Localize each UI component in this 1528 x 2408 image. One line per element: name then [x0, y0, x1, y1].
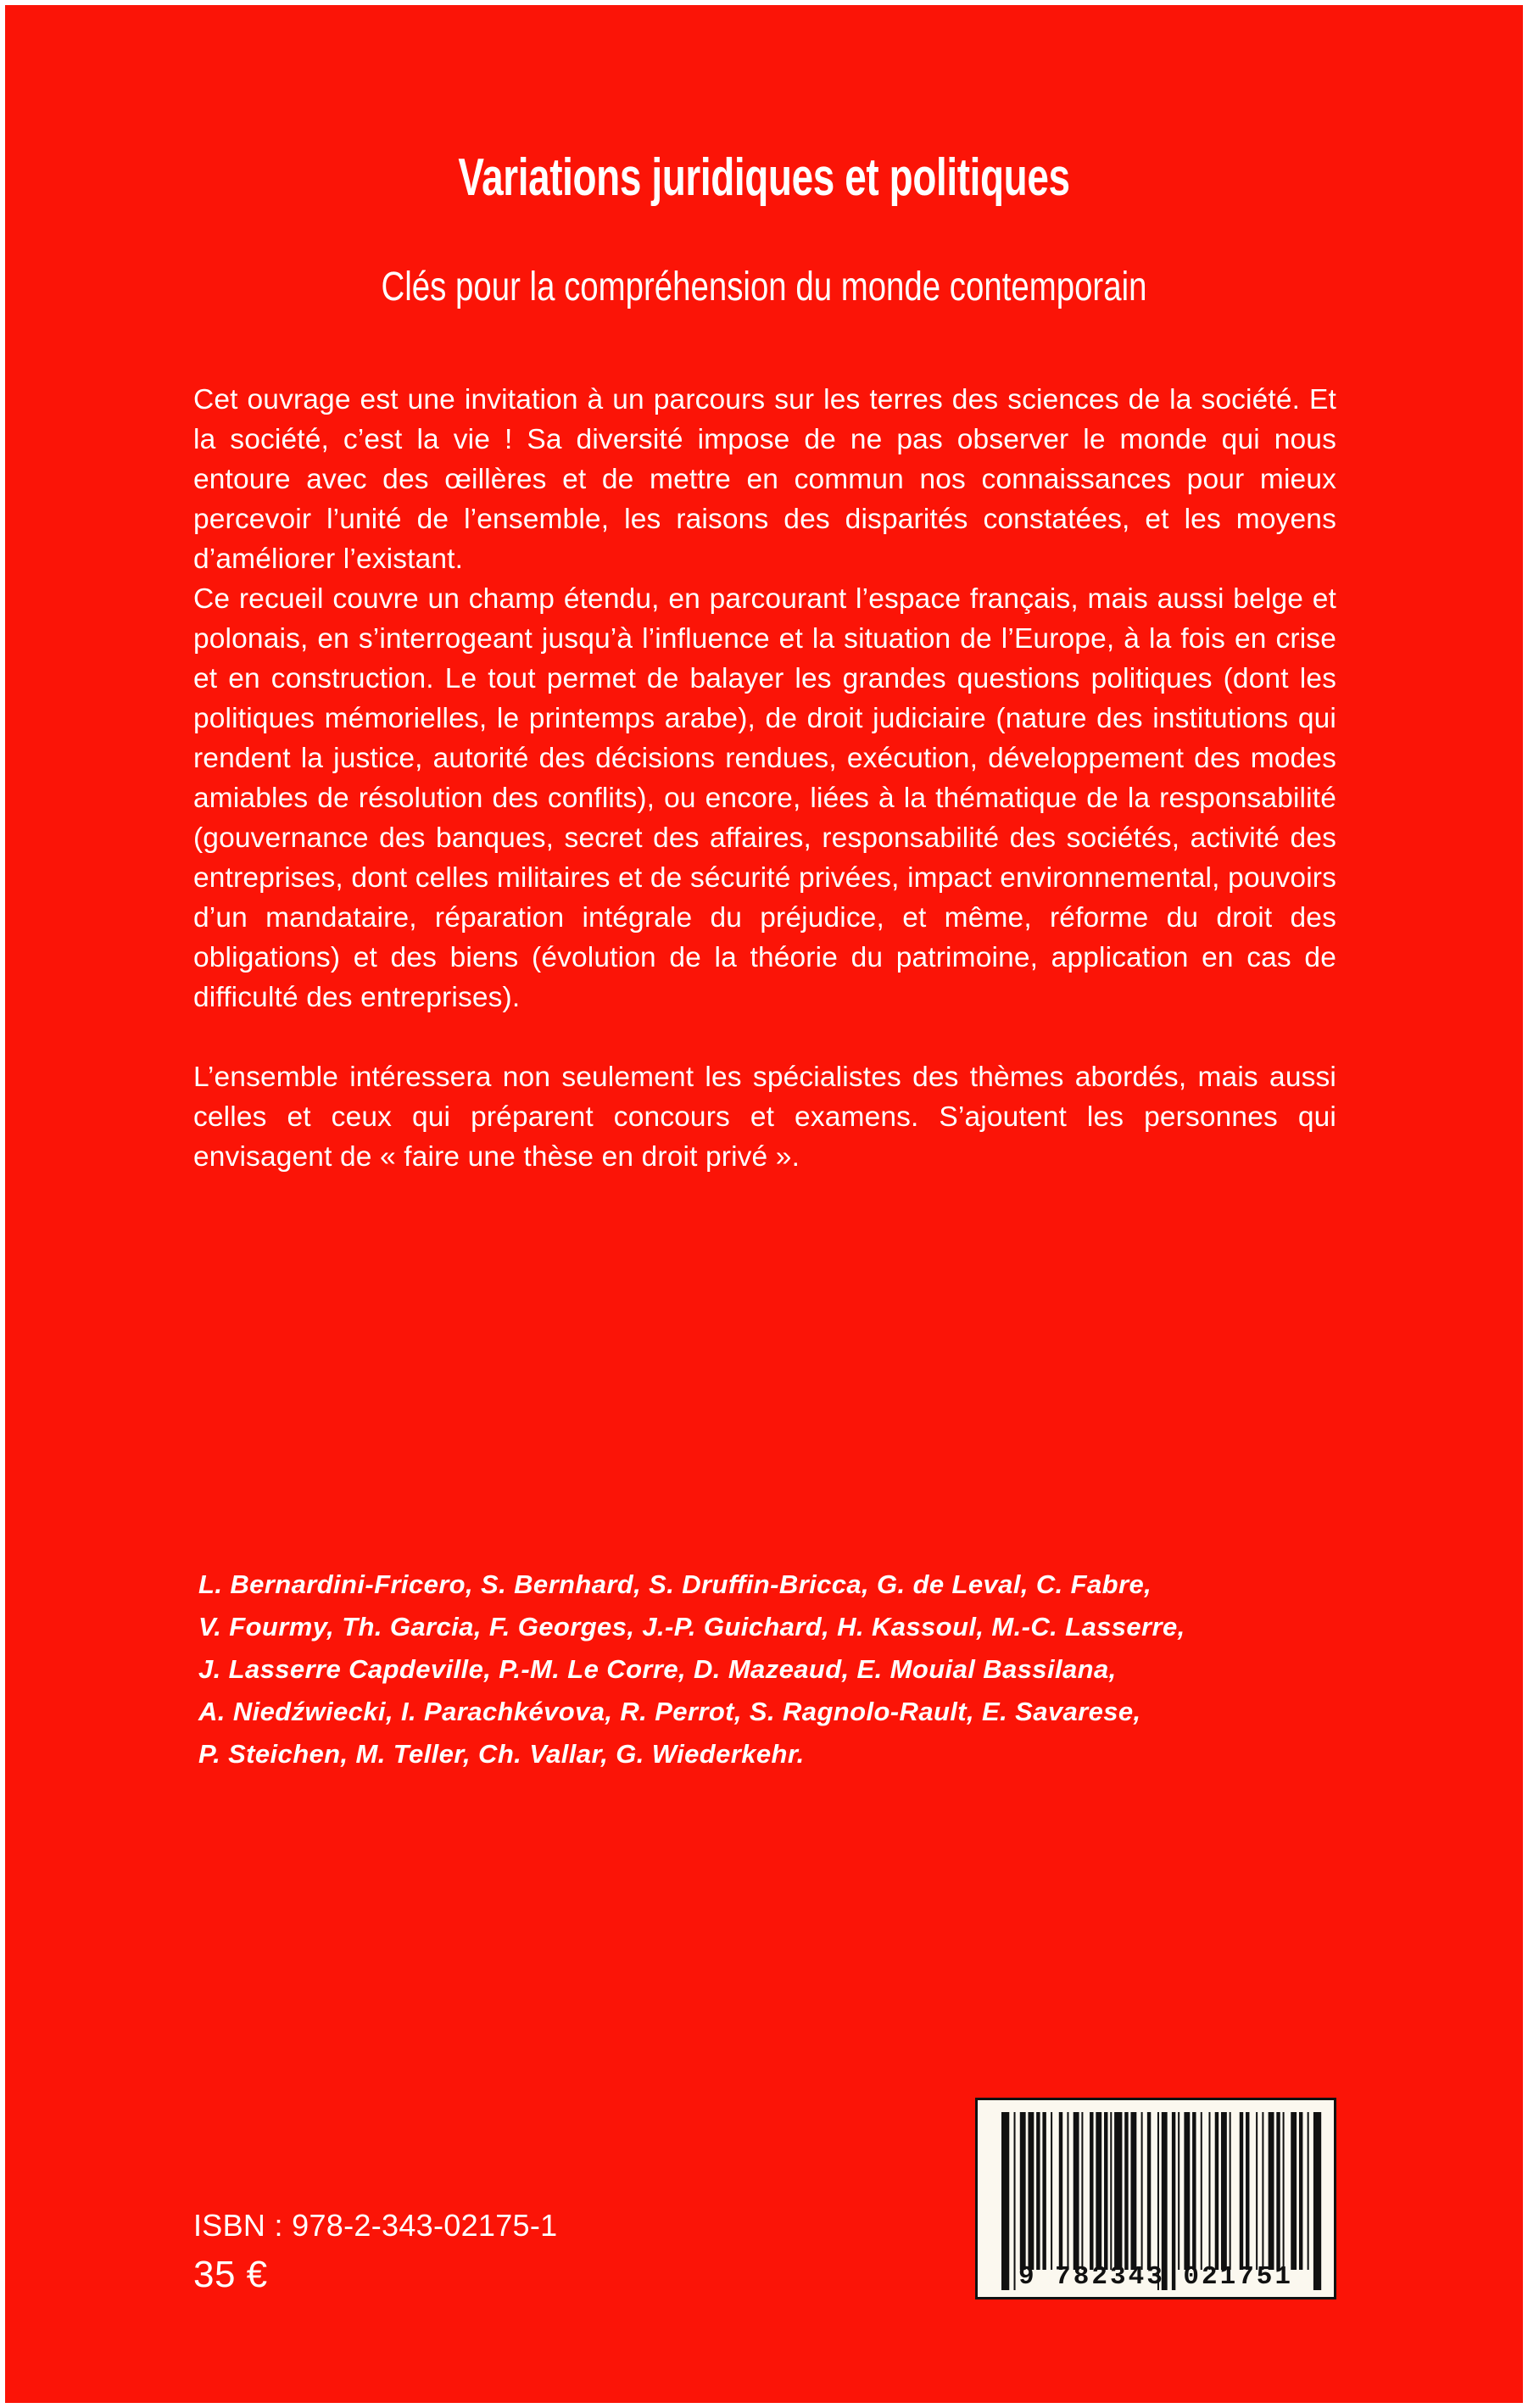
- blurb-paragraph-2: Ce recueil couvre un champ étendu, en parcourant l’espace français, mais aussi belge et polonais, en s’interrogeant jusqu’à l’influence et la situation de l’Europe, à la fois en crise et en construction. Le tout permet de balayer les grandes questions politiques (dont les politiques mémorielles, le printemps arabe), de droit judiciaire (nature des institutions qui rendent la justice, autorité des décisions rendues, exécution, développement des modes amiables de résolution des conflits), ou encore, liées à la thématique de la responsabilité (gouvernance des banques, secret des affaires, responsabilité des sociétés, activité des entreprises, dont celles militaires et de sécurité privées, impact environnemental, pouvoirs d’un mandataire, réparation intégrale du préjudice, et même, réforme du droit des obligations) et des biens (évolution de la théorie du patrimoine, application en cas de difficulté des entreprises).: [193, 583, 1336, 1013]
- page-subtitle: Clés pour la compréhension du monde contemporain: [381, 265, 1147, 309]
- page-title: Variations juridiques et politiques: [458, 148, 1070, 207]
- barcode: [975, 2098, 1336, 2299]
- price-text: 35 €: [193, 2254, 268, 2295]
- blurb-text: [193, 380, 1336, 1177]
- isbn-text: ISBN : 978-2-343-02175-1: [193, 2208, 558, 2243]
- author-line: P. Steichen, M. Teller, Ch. Vallar, G. Wiederkehr.: [198, 1739, 805, 1769]
- author-line: A. Niedźwiecki, I. Parachkévova, R. Perrot, S. Ragnolo-Rault, E. Savarese,: [198, 1697, 1141, 1726]
- author-line: L. Bernardini-Fricero, S. Bernhard, S. Druffin-Bricca, G. de Leval, C. Fabre,: [198, 1569, 1152, 1599]
- author-list: [198, 1564, 1341, 1775]
- author-line: J. Lasserre Capdeville, P.-M. Le Corre, D. Mazeaud, E. Mouial Bassilana,: [198, 1654, 1117, 1684]
- barcode-digits: 9 782343 021751: [1018, 2262, 1294, 2292]
- blurb-paragraph-1: Cet ouvrage est une invitation à un parcours sur les terres des sciences de la société. Et la société, c’est la vie ! Sa diversité impose de ne pas observer le monde qui nous entoure avec des œillères et de mettre en commun nos connaissances pour mieux percevoir l’unité de l’ensemble, les raisons des disparités constatées, et les moyens d’améliorer l’existant.: [193, 384, 1336, 575]
- blurb-paragraph-3: L’ensemble intéressera non seulement les spécialistes des thèmes abordés, mais aussi celles et ceux qui préparent concours et examens. S’ajoutent les personnes qui envisagent de « faire une thèse en droit privé ».: [193, 1062, 1336, 1173]
- author-line: V. Fourmy, Th. Garcia, F. Georges, J.-P. Guichard, H. Kassoul, M.-C. Lasserre,: [198, 1612, 1185, 1642]
- book-back-cover: [5, 5, 1523, 2403]
- blurb-spacer: [193, 1017, 1336, 1057]
